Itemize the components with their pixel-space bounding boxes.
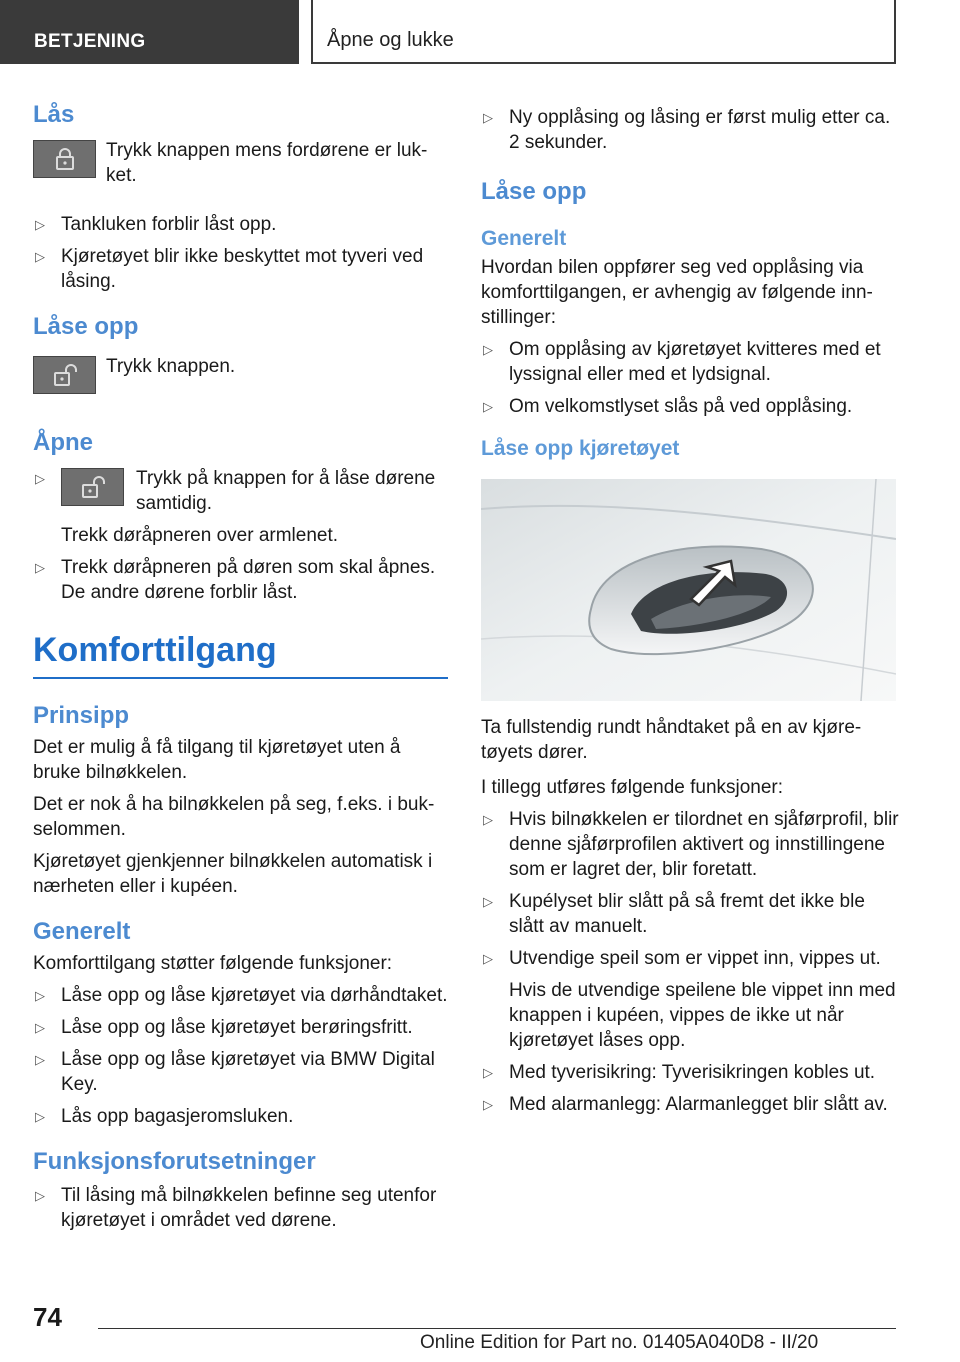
edition-text: Online Edition for Part no. 01405A040D8 - II/20: [420, 1332, 819, 1353]
top-bullets: [481, 105, 901, 155]
list-item: ▷ Tankluken forblir låst opp.: [35, 214, 277, 235]
triangle-right-icon: ▷: [35, 560, 45, 575]
chapter-title: Åpne og lukke: [311, 0, 896, 64]
footer-divider: [98, 1328, 896, 1329]
unlock-button-row: [33, 354, 448, 416]
list-item: ▷ Om velkomstlyset slås på ved opplåsing.: [483, 396, 853, 417]
paragraph: Hvordan bilen oppfører seg ved opplåsing via komforttilgangen, er avhengig av følgende inn‐stillinger:: [481, 257, 873, 328]
paragraph: Det er mulig å få tilgang til kjøretøyet uten å bruke bilnøkkelen.: [33, 737, 401, 783]
list-item: ▷ Ny opplåsing og låsing er først mulig etter ca. 2 sekunder.: [483, 107, 891, 153]
triangle-right-icon: ▷: [35, 217, 45, 232]
heading-generelt-right: Generelt: [481, 227, 567, 250]
triangle-right-icon: ▷: [483, 342, 493, 357]
mirror-note: Hvis de utvendige speilene ble vippet inn med knappen i kupéen, vippes de ikke ut når kjøretøyet låses opp.: [509, 980, 896, 1051]
list-item: ▷ Til låsing må bilnøkkelen befinne seg utenfor kjøretøyet i området ved dørene.: [35, 1185, 437, 1231]
list-item: ▷ Låse opp og låse kjøretøyet via dørhåndtaket.: [35, 985, 448, 1006]
heading-komforttilgang: Komforttilgang: [33, 629, 448, 679]
heading-funksjonsforutsetninger: Funksjonsforutsetninger: [33, 1148, 316, 1175]
heading-lase-opp-right: Låse opp: [481, 178, 587, 205]
list-item: ▷ Med tyverisikring: Tyverisikringen kobles ut.: [483, 1062, 876, 1083]
paragraph: Ta fullstendig rundt håndtaket på en av kjøre‐tøyets dører.: [481, 717, 862, 763]
lase-opp-text: Trykk knappen.: [106, 356, 236, 377]
page-header: [0, 0, 960, 64]
list-item: [33, 466, 448, 548]
lock-button-row: [33, 138, 448, 200]
triangle-right-icon: ▷: [35, 471, 45, 486]
section-label: BETJENING: [0, 0, 299, 64]
list-item: ▷ Låse opp og låse kjøretøyet via BMW Digital Key.: [35, 1049, 435, 1095]
triangle-right-icon: ▷: [483, 812, 493, 827]
heading-apne: Åpne: [33, 429, 93, 456]
lock-button-image: [33, 140, 96, 178]
door-handle-photo: [481, 479, 896, 701]
triangle-right-icon: ▷: [35, 988, 45, 1003]
list-item: ▷ Kupélyset blir slått på så fremt det ikke ble slått av manuelt.: [483, 891, 865, 937]
apne-b1-text: Trykk på knappen for å låse dørene samtidig.: [136, 468, 436, 514]
unlock-button-image: [61, 468, 124, 506]
triangle-right-icon: ▷: [483, 1065, 493, 1080]
heading-generelt: Generelt: [33, 918, 131, 945]
triangle-right-icon: ▷: [35, 1188, 45, 1203]
list-item: ▷ Med alarmanlegg: Alarmanlegget blir slått av.: [483, 1094, 888, 1115]
apne-bullets: [33, 466, 448, 605]
paragraph: I tillegg utføres følgende funksjoner:: [481, 777, 784, 798]
list-item: ▷ Lås opp bagasjeromsluken.: [35, 1106, 294, 1127]
page-footer: [0, 1300, 960, 1362]
lock-closed-icon: [54, 148, 76, 170]
list-item: ▷ Kjøretøyet blir ikke beskyttet mot tyveri ved låsing.: [35, 246, 424, 292]
paragraph: Komforttilgang støtter følgende funksjoner:: [33, 953, 393, 974]
unlock-button-image: [33, 356, 96, 394]
page-number: 74: [33, 1302, 62, 1332]
door-handle-illustration: [481, 479, 896, 701]
list-item: ▷ Hvis bilnøkkelen er tilordnet en sjåførprofil, blir denne sjåførprofilen aktivert og innstillingene som er lagret der, blir foretatt.: [483, 809, 899, 880]
funksjon-bullets: [33, 1183, 448, 1233]
generelt-bullets: [33, 983, 448, 1129]
triangle-right-icon: ▷: [483, 1097, 493, 1112]
lock-open-icon: [54, 364, 78, 386]
triangle-right-icon: ▷: [35, 1020, 45, 1035]
lock-open-icon: [82, 476, 106, 498]
list-item: ▷ Om opplåsing av kjøretøyet kvitteres med et lyssignal eller med et lydsignal.: [483, 339, 881, 385]
list-item: ▷ Trekk døråpneren på døren som skal åpnes. De andre dørene forblir låst.: [35, 557, 436, 603]
triangle-right-icon: ▷: [35, 1109, 45, 1124]
triangle-right-icon: ▷: [483, 951, 493, 966]
list-item: ▷ Låse opp og låse kjøretøyet berøringsfritt.: [35, 1017, 413, 1038]
list-item: ▷ Utvendige speil som er vippet inn, vippes ut. Hvis de utvendige speilene ble vippet inn med knappen i kupéen, vippes de ikke ut når kjøretøyet låses opp.: [481, 946, 901, 1053]
heading-las: Lås: [33, 101, 75, 128]
generelt-right-bullets: [481, 337, 901, 419]
heading-prinsipp: Prinsipp: [33, 702, 130, 729]
las-text: Trykk knappen mens fordørene er luk‐ket.: [106, 140, 428, 186]
triangle-right-icon: ▷: [35, 1052, 45, 1067]
las-bullets: [33, 212, 448, 294]
triangle-right-icon: ▷: [483, 399, 493, 414]
paragraph: Det er nok å ha bilnøkkelen på seg, f.eks. i buk‐selommen.: [33, 794, 435, 840]
paragraph: Kjøretøyet gjenkjenner bilnøkkelen automatisk i nærheten eller i kupéen.: [33, 851, 433, 897]
triangle-right-icon: ▷: [483, 894, 493, 909]
triangle-right-icon: ▷: [35, 249, 45, 264]
triangle-right-icon: ▷: [483, 110, 493, 125]
left-column: [33, 100, 448, 1240]
heading-lase-opp: Låse opp: [33, 313, 139, 340]
heading-lase-opp-kjoretoy: Låse opp kjøretøyet: [481, 437, 680, 460]
apne-b1-after: Trekk døråpneren over armlenet.: [61, 525, 339, 546]
right-column: [481, 100, 901, 1124]
tillegg-bullets: [481, 807, 901, 1117]
